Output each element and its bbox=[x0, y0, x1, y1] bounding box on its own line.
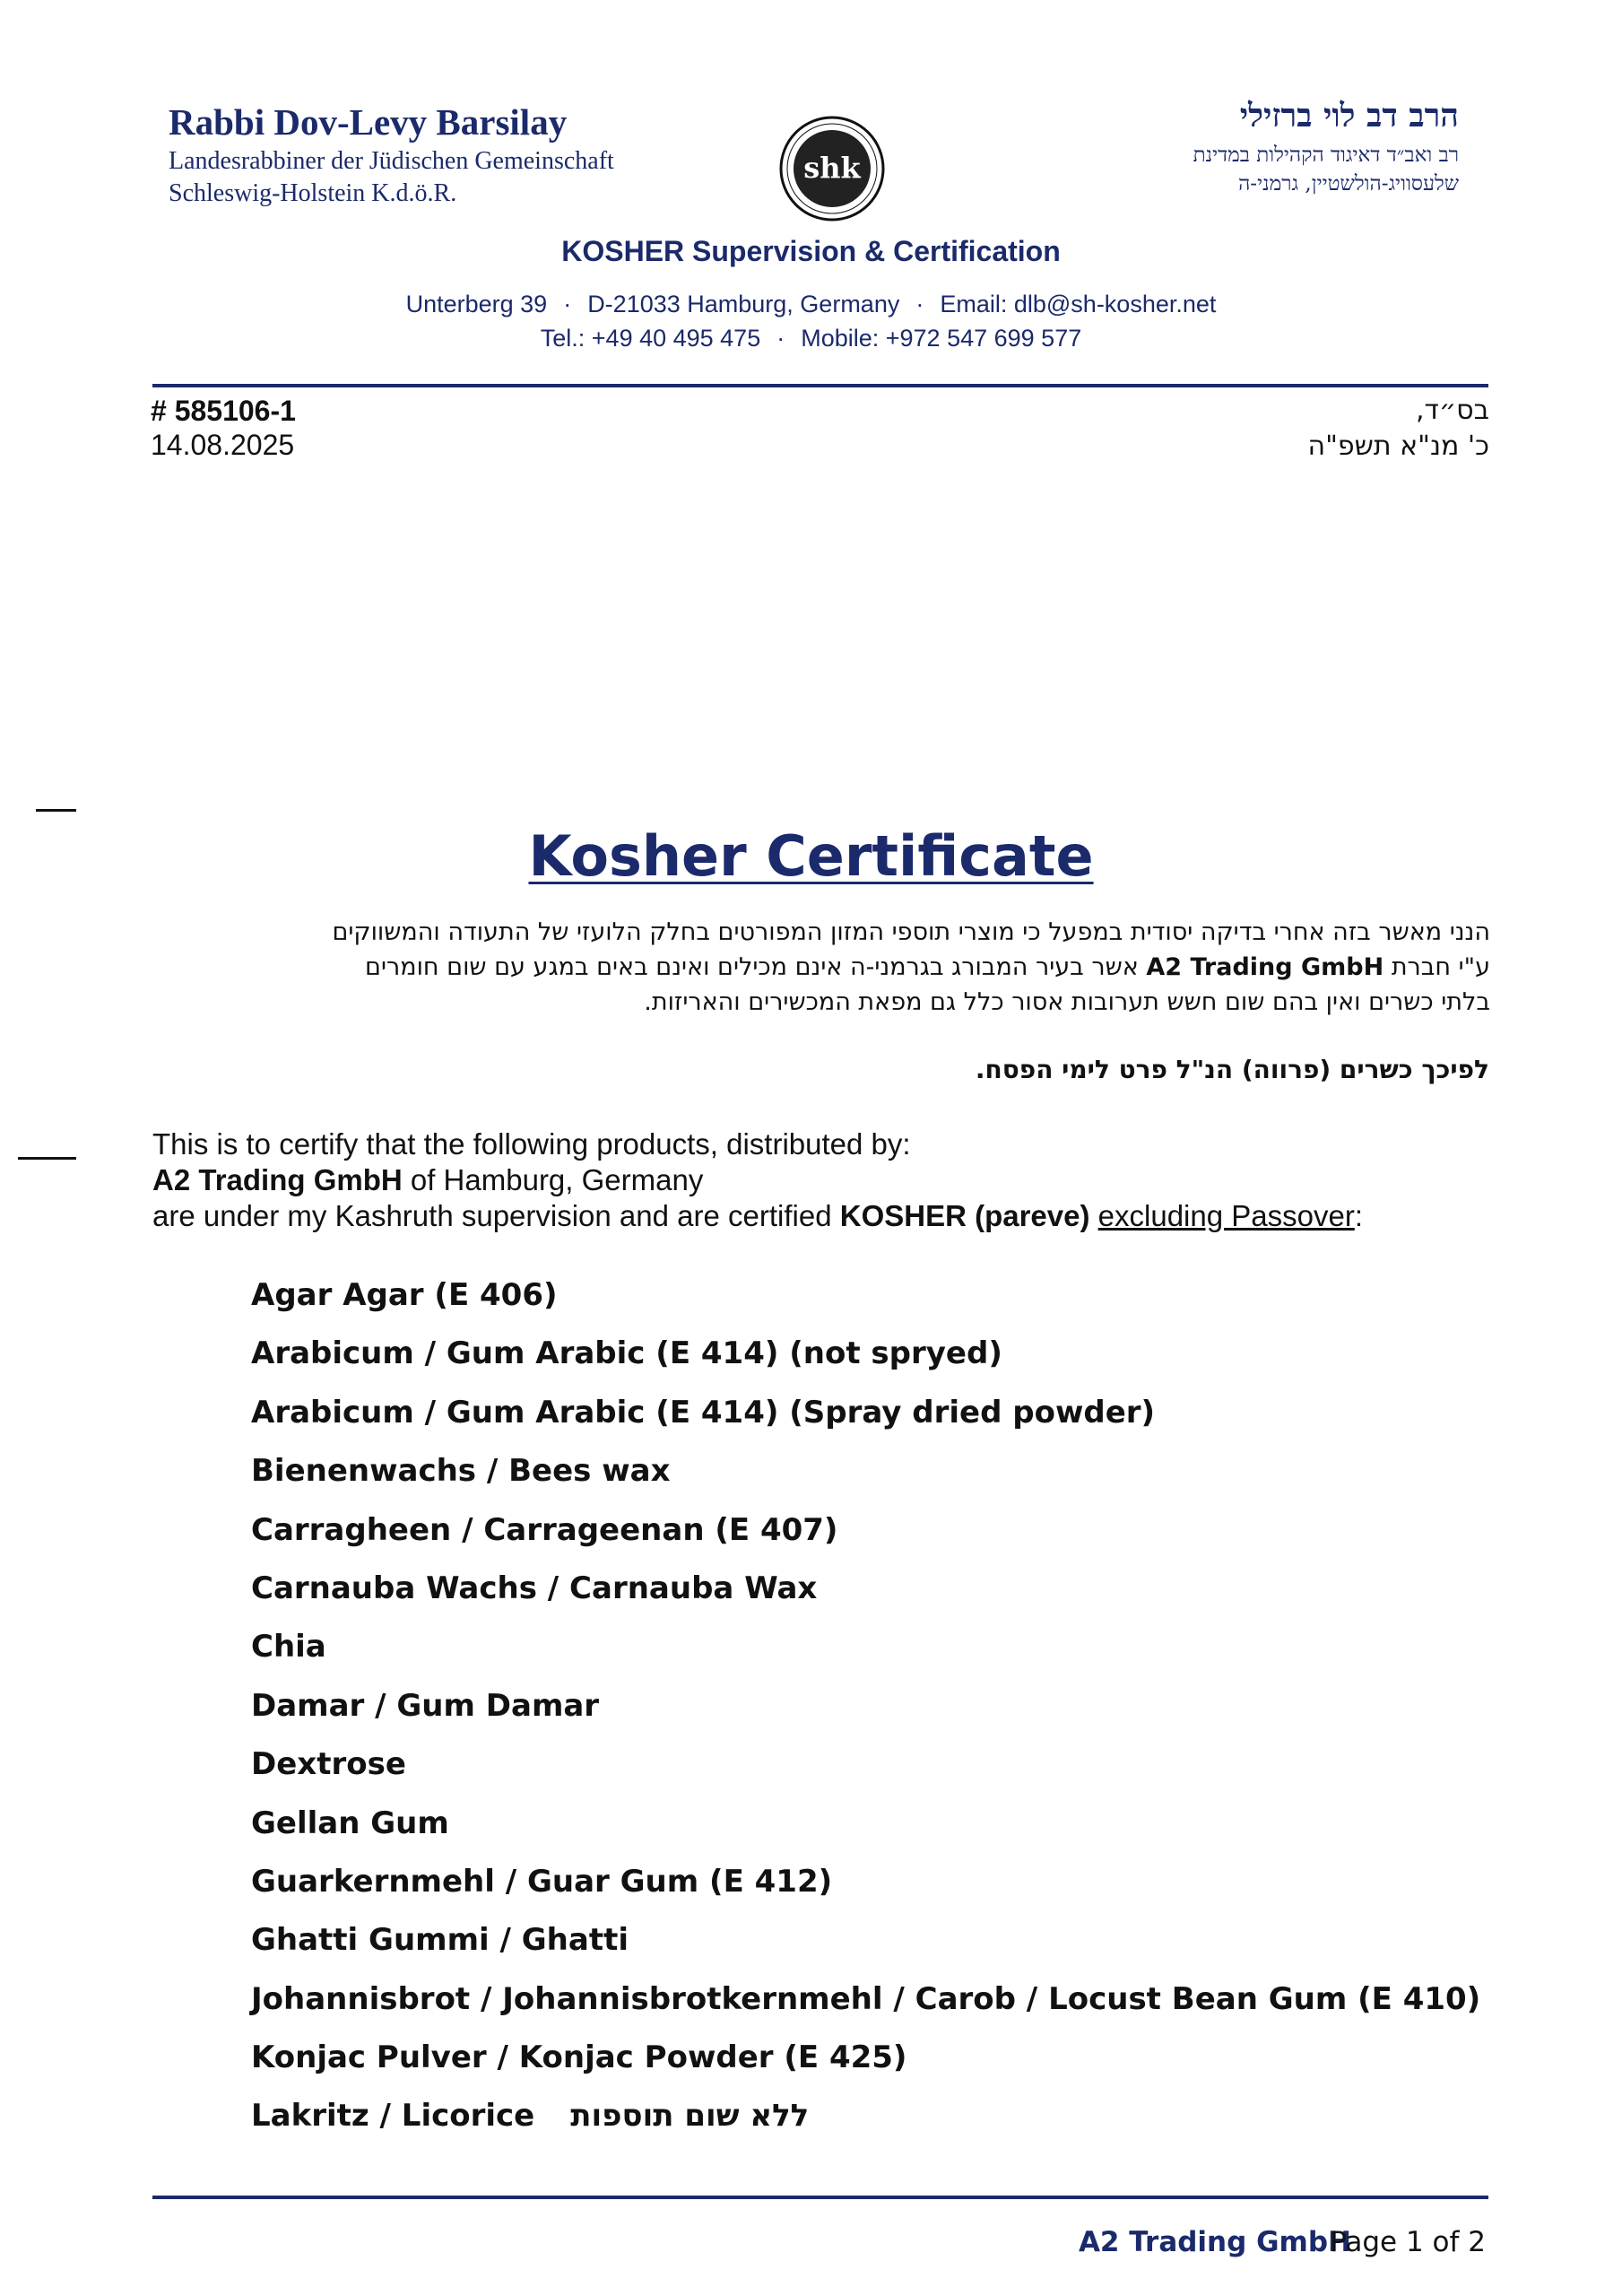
product-item: Carnauba Wachs / Carnauba Wax bbox=[251, 1570, 818, 1606]
english-line: This is to certify that the following products, distributed by: bbox=[152, 1127, 911, 1161]
footer-company: A2 Trading GmbH bbox=[1078, 2226, 1351, 2258]
product-item: Dextrose bbox=[251, 1746, 406, 1783]
hebrew-bsd: בס״ד, bbox=[1415, 395, 1489, 426]
address-street: Unterberg 39 bbox=[405, 291, 548, 317]
shk-seal-logo bbox=[778, 115, 886, 222]
product-list bbox=[251, 1266, 1480, 2146]
margin-punch-mark bbox=[18, 1157, 76, 1160]
product-item: Carragheen / Carrageenan (E 407) bbox=[251, 1511, 838, 1548]
product-item: Konjac Pulver / Konjac Powder (E 425) bbox=[251, 2039, 907, 2076]
margin-fold-mark bbox=[36, 809, 76, 812]
product-item: Chia bbox=[251, 1629, 326, 1665]
product-item: Bienenwachs / Bees wax bbox=[251, 1453, 671, 1490]
certificate-date: 14.08.2025 bbox=[151, 429, 295, 461]
product-item bbox=[251, 2087, 1480, 2145]
hebrew-line: הנני מאשר בזה אחרי בדיקה יסודית במפעל כי מוצרי תוספי המזון המפורטים בחלק הלועזי של התעודה והמשווקים bbox=[332, 918, 1490, 946]
separator: · bbox=[563, 291, 572, 317]
phone-line bbox=[0, 325, 1622, 352]
english-certification-text bbox=[152, 1126, 1363, 1234]
product-item: Johannisbrot / Johannisbrotkernmehl / Carob / Locust Bean Gum (E 410) bbox=[251, 1980, 1481, 2017]
rabbi-title-hebrew-line2: שלעסוויג-הולשטיין, גרמני-ה bbox=[1238, 172, 1459, 196]
rabbi-name: Rabbi Dov-Levy Barsilay bbox=[169, 101, 568, 143]
hebrew-date: כ' מנ"א תשפ"ה bbox=[1307, 430, 1489, 462]
product-item: Guarkernmehl / Guar Gum (E 412) bbox=[251, 1863, 833, 1900]
english-line: A2 Trading GmbH of Hamburg, Germany bbox=[152, 1163, 704, 1196]
footer-divider bbox=[152, 2196, 1488, 2199]
certificate-number: # 585106-1 bbox=[151, 395, 296, 427]
product-item: Arabicum / Gum Arabic (E 414) (Spray dried powder) bbox=[251, 1394, 1156, 1431]
header-divider bbox=[152, 384, 1488, 387]
hebrew-line: בלתי כשרים ואין בהם שום חשש תערובות אסור כלל גם מפאת המכשירים והאריזות. bbox=[644, 988, 1490, 1016]
address-city: D-21033 Hamburg, Germany bbox=[587, 291, 900, 317]
phone-number: Tel.: +49 40 495 475 bbox=[540, 325, 761, 352]
separator: · bbox=[776, 325, 785, 352]
rabbi-title-line2: Schleswig-Holstein K.d.ö.R. bbox=[169, 179, 457, 207]
product-item: Gellan Gum bbox=[251, 1805, 449, 1841]
logo-text: shk bbox=[803, 151, 861, 185]
address-line bbox=[0, 291, 1622, 318]
separator: · bbox=[915, 291, 924, 317]
product-hebrew-note: ללא שום תוספות bbox=[570, 2098, 810, 2135]
hebrew-line: ע"י חברת A2 Trading GmbH אשר בעיר המבורג בגרמני-ה אינם מכילים ואינם באים במגע עם שום חומרים bbox=[365, 953, 1490, 981]
product-item: Damar / Gum Damar bbox=[251, 1687, 600, 1724]
mobile-number: Mobile: +972 547 699 577 bbox=[801, 325, 1082, 352]
hebrew-certification-text bbox=[151, 915, 1490, 1020]
product-item: Arabicum / Gum Arabic (E 414) (not spryed) bbox=[251, 1335, 1002, 1372]
english-line: are under my Kashruth supervision and are certified KOSHER (pareve) excluding Passover: bbox=[152, 1199, 1363, 1232]
product-item: Agar Agar (E 406) bbox=[251, 1277, 558, 1313]
rabbi-name-hebrew: הרב דב לוי ברזילי bbox=[1239, 97, 1459, 135]
hebrew-kosher-status: לפיכך כשרים (פרווה) הנ"ל פרט לימי הפסח. bbox=[975, 1055, 1489, 1084]
service-heading: KOSHER Supervision & Certification bbox=[561, 235, 1061, 267]
rabbi-title-hebrew-line1: רב ואב״ד דאיגוד הקהילות במדינת bbox=[1193, 144, 1459, 167]
hebrew-company-name: A2 Trading GmbH bbox=[1146, 953, 1384, 981]
page-number: Page 1 of 2 bbox=[1330, 2226, 1486, 2258]
address-email[interactable]: Email: dlb@sh-kosher.net bbox=[940, 291, 1217, 317]
certificate-title: Kosher Certificate bbox=[528, 823, 1094, 889]
product-name: Lakritz / Licorice bbox=[251, 2098, 535, 2135]
passover-exclusion: excluding Passover bbox=[1097, 1199, 1355, 1232]
rabbi-title-line1: Landesrabbiner der Jüdischen Gemeinschaft bbox=[169, 147, 614, 175]
company-name: A2 Trading GmbH bbox=[152, 1163, 403, 1196]
kosher-status: KOSHER (pareve) bbox=[839, 1199, 1090, 1232]
product-item: Ghatti Gummi / Ghatti bbox=[251, 1922, 629, 1959]
